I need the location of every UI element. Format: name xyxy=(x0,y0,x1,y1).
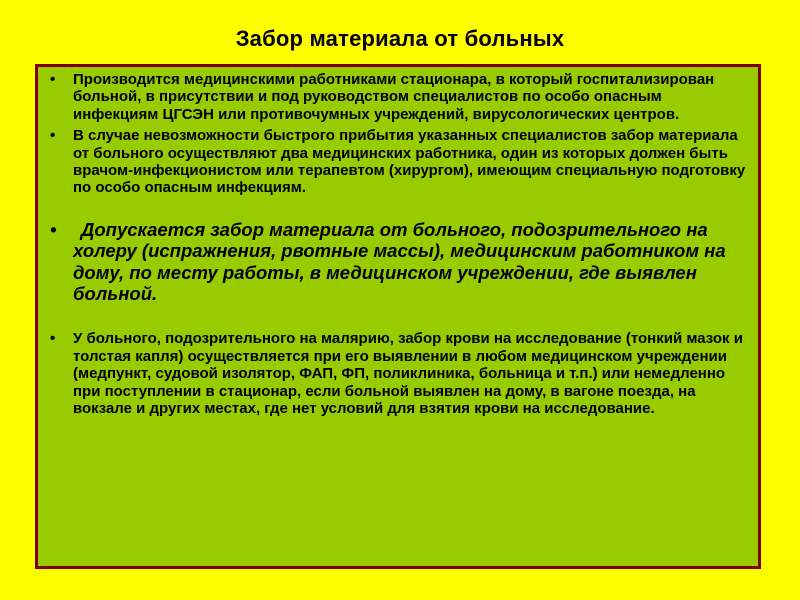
bullet-list xyxy=(50,71,746,418)
bullet-item-4 xyxy=(50,330,746,417)
bullet-icon: • xyxy=(50,330,56,348)
bullet-text-2: В случае невозможности быстрого прибытия указанных специалистов забор материала от больного осуществляют два медицинских работника, один из которых должен быть врачом-инфекционистом или терапевтом (хирургом), имеющим специальную подготовку по особо опасным инфекциям. xyxy=(73,127,746,197)
bullet-icon: • xyxy=(50,71,56,88)
bullet-icon: • xyxy=(50,127,56,145)
slide-title: Забор материала от больных xyxy=(235,26,565,51)
content-panel xyxy=(35,64,761,569)
bullet-item-3 xyxy=(50,219,746,305)
bullet-text-1: Производится медицинскими работниками стационара, в который госпитализирован больной, в присутствии и под руководством специалистов по особо опасным инфекциям ЦГСЭН или противочумных учреждений, вирусологических центров. xyxy=(73,71,715,123)
bullet-item-1 xyxy=(50,71,746,123)
bullet-text-4: У больного, подозрительного на малярию, забор крови на исследование (тонкий мазок и толстая капля) осуществляется при его выявлении в любом медицинском учреждении (медпункт, судовой изолятор, ФАП, ФП, поликлиника, больница и т.п.) или немедленно при поступлении в стационар, если больной выявлен на дому, в вагоне поезда, на вокзале и других местах, где нет условий для взятия крови на исследование. xyxy=(73,330,743,418)
bullet-item-2 xyxy=(50,127,746,197)
bullet-text-3: Допускается забор материала от больного, подозрительного на холеру (испражнения, рвотные массы), медицинским работником на дому, по месту работы, в медицинском учреждении, где выявлен больной. xyxy=(73,218,726,305)
bullet-icon: • xyxy=(50,218,57,240)
